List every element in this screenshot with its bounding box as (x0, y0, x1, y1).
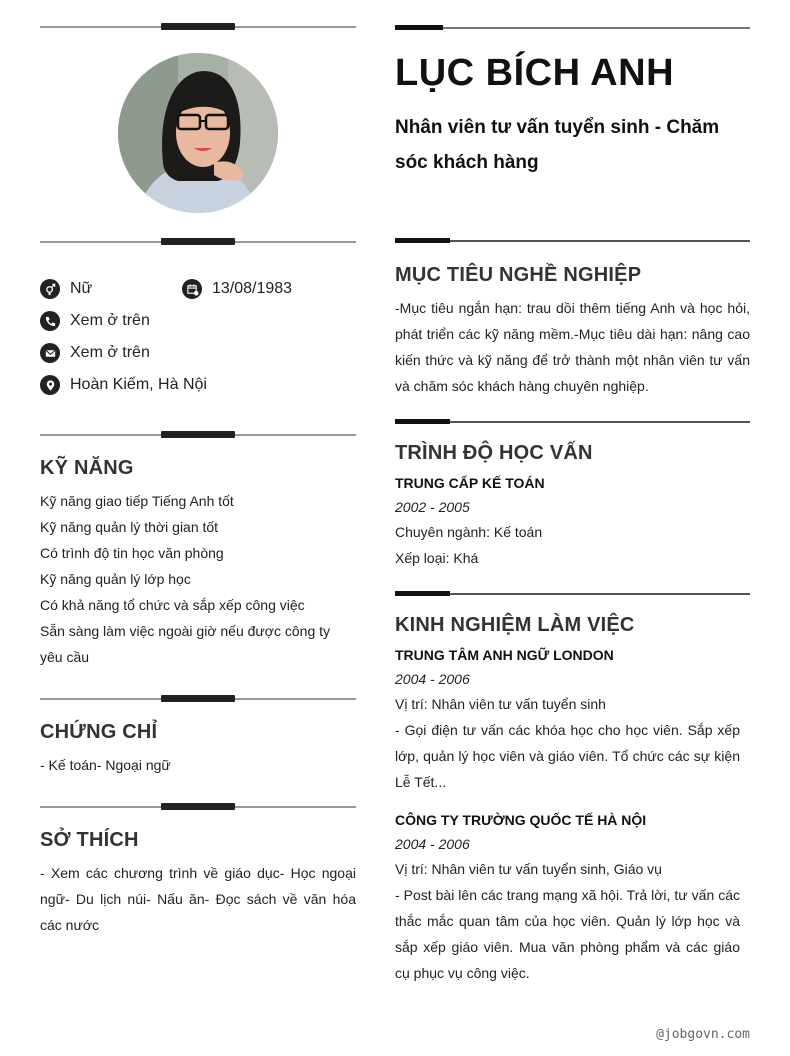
footer-watermark: @jobgovn.com (656, 1027, 750, 1042)
list-item: Kỹ năng quản lý thời gian tốt (40, 519, 219, 535)
education-major: Chuyên ngành: Kế toán (395, 524, 543, 540)
list-item: Có khả năng tổ chức và sắp xếp công việc (40, 597, 305, 613)
email-row (40, 343, 150, 363)
phone-icon (40, 311, 60, 331)
school-name: TRUNG CẤP KẾ TOÁN (395, 475, 545, 491)
candidate-title: Nhân viên tư vấn tuyển sinh - Chăm sóc khách hàng (395, 117, 720, 173)
birthday-value: 13/08/1983 (212, 280, 293, 297)
divider-certificates (40, 695, 356, 703)
candidate-name: LỤC BÍCH ANH (395, 52, 675, 94)
certificates-title: CHỨNG CHỈ (40, 721, 158, 743)
divider-experience (395, 591, 750, 597)
gender-row (40, 279, 92, 299)
gender-icon (40, 279, 60, 299)
company-name: TRUNG TÂM ANH NGỮ LONDON (395, 647, 614, 663)
hobbies-text: - Xem các chương trình về giáo dục- Học ngoại ngữ- Du lịch núi- Nấu ăn- Đọc sách về văn hóa các nước (40, 865, 356, 933)
education-period: 2002 - 2005 (395, 499, 470, 515)
list-item: Kỹ năng giao tiếp Tiếng Anh tốt (40, 493, 234, 509)
education-block (395, 471, 750, 571)
divider-top-right (395, 25, 750, 31)
email-icon (40, 343, 60, 363)
job-position: Vị trí: Nhân viên tư vấn tuyển sinh (395, 696, 606, 712)
skills-list (40, 488, 356, 670)
job-period: 2004 - 2006 (395, 671, 470, 687)
address-value: Hoàn Kiếm, Hà Nội (70, 376, 207, 393)
location-pin-icon (40, 375, 60, 395)
address-row (40, 375, 207, 395)
divider-objective (395, 238, 750, 244)
divider-top-left (40, 23, 356, 31)
job-description: - Gọi điện tư vấn các khóa học cho học viên. Sắp xếp lớp, quản lý học viên và giáo viên. Tổ chức các sự kiện Lễ Tết... (395, 722, 740, 790)
gender-value: Nữ (70, 280, 93, 297)
phone-row (40, 311, 150, 331)
job-entry (395, 643, 740, 795)
calendar-icon (182, 279, 202, 299)
education-title: TRÌNH ĐỘ HỌC VẤN (395, 442, 593, 464)
skills-title: KỸ NĂNG (40, 457, 134, 479)
phone-value: Xem ở trên (70, 312, 150, 329)
hobbies-title: SỞ THÍCH (40, 829, 139, 851)
company-name: CÔNG TY TRƯỜNG QUỐC TẾ HÀ NỘI (395, 812, 647, 828)
list-item: Kỹ năng quản lý lớp học (40, 571, 191, 587)
divider-profile (40, 238, 356, 246)
certificates-text: - Kế toán- Ngoại ngữ (40, 757, 171, 773)
experience-title: KINH NGHIỆM LÀM VIỆC (395, 614, 635, 636)
education-grade: Xếp loại: Khá (395, 550, 479, 566)
list-item: Có trình độ tin học văn phòng (40, 545, 224, 561)
divider-skills (40, 431, 356, 439)
job-entry (395, 808, 740, 986)
avatar-photo (118, 53, 278, 213)
objective-text: -Mục tiêu ngắn hạn: trau dồi thêm tiếng Anh và học hỏi, phát triển các kỹ năng mềm.-Mục tiêu dài hạn: nâng cao kiến thức và kỹ năng để trở thành một nhân viên tư vấn và chăm sóc khách hàng chuyên nghiệp. (395, 300, 750, 394)
birthday-row (182, 279, 292, 299)
job-description: - Post bài lên các trang mạng xã hội. Trả lời, tư vấn các thắc mắc quan tâm của học viên. Quản lý lớp học và sắp xếp giáo viên. Mua văn phòng phẩm và các giáo cụ phục vụ công việc. (395, 887, 740, 981)
divider-education (395, 419, 750, 425)
job-position: Vị trí: Nhân viên tư vấn tuyển sinh, Giáo vụ (395, 861, 662, 877)
email-value: Xem ở trên (70, 344, 150, 361)
objective-title: MỤC TIÊU NGHỀ NGHIỆP (395, 264, 642, 286)
list-item: Sẵn sàng làm việc ngoài giờ nếu được công ty yêu cầu (40, 623, 331, 665)
divider-hobbies (40, 803, 356, 811)
job-period: 2004 - 2006 (395, 836, 470, 852)
